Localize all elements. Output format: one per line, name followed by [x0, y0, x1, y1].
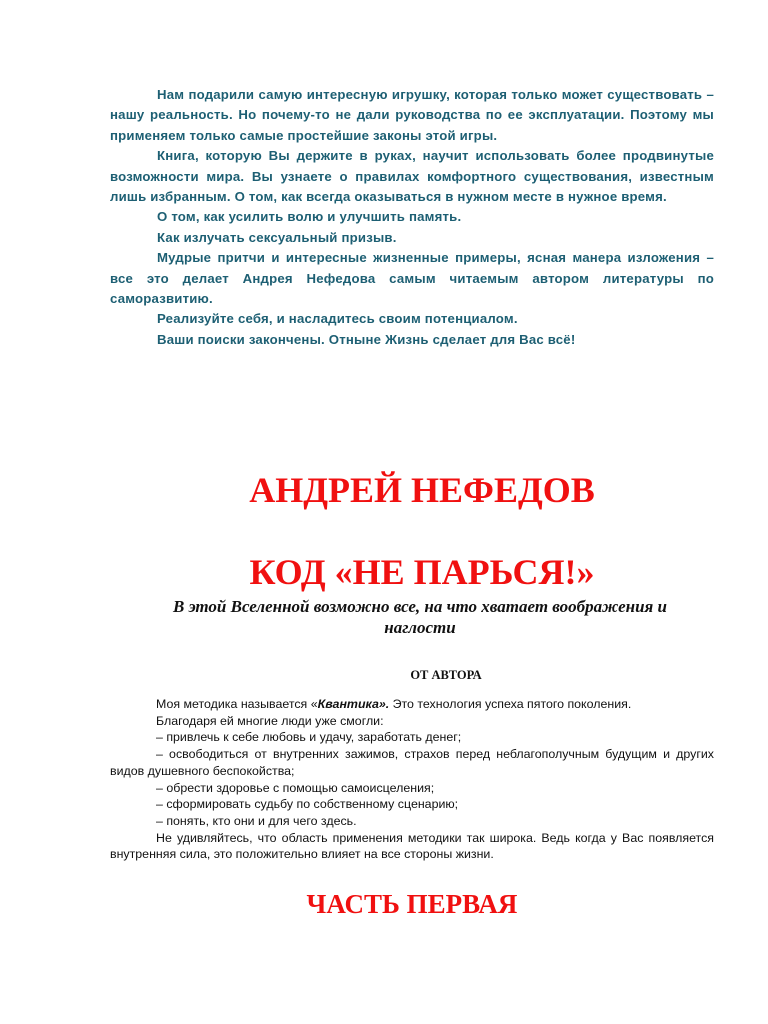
epigraph: В этой Вселенной возможно все, на что хватает воображения и наглости: [172, 597, 668, 637]
list-item: – освободиться от внутренних зажимов, страхов перед неблагополучным будущим и других видов душевного беспокойства;: [110, 747, 714, 778]
list-item: – обрести здоровье с помощью самоисцеления;: [156, 780, 435, 795]
book-title: КОД «НЕ ПАРЬСЯ!»: [249, 552, 595, 592]
blurb-paragraph: Нам подарили самую интересную игрушку, которая только может существовать – нашу реальность. Но почему-то не дали руководства по ее эксплуатации. Поэтому мы применяем только самые простейшие законы этой игры.: [110, 87, 714, 143]
book-blurb: [110, 85, 714, 350]
blurb-paragraph: О том, как усилить волю и улучшить память.: [157, 209, 462, 225]
method-name: Квантика».: [317, 697, 390, 711]
list-item: – привлечь к себе любовь и удачу, заработать денег;: [156, 730, 462, 745]
list-item: – понять, кто они и для чего здесь.: [156, 813, 357, 828]
intro-suffix: Это технология успеха пятого поколения.: [389, 697, 632, 711]
foreword-lead: Благодаря ей многие люди уже смогли:: [156, 713, 384, 728]
intro-prefix: Моя методика называется «: [156, 697, 318, 711]
foreword-closing: Не удивляйтесь, что область применения методики так широка. Ведь когда у Вас появляется внутренняя сила, это положительно влияет на все стороны жизни.: [110, 830, 714, 862]
part-one-heading: ЧАСТЬ ПЕРВАЯ: [306, 889, 518, 919]
author-name: АНДРЕЙ НЕФЕДОВ: [249, 470, 595, 510]
blurb-paragraph: Книга, которую Вы держите в руках, научит использовать более продвинутые возможности мира. Вы узнаете о правилах комфортного существования, известным лишь избранным. О том, как всегда оказываться в нужном месте в нужное время.: [110, 148, 714, 205]
blurb-paragraph: Мудрые притчи и интересные жизненные примеры, ясная манера изложения – все это делает Андрея Нефедова самым читаемым автором литературы по саморазвитию.: [110, 250, 714, 307]
blurb-paragraph: Реализуйте себя, и насладитесь своим потенциалом.: [157, 311, 518, 327]
blurb-paragraph: Как излучать сексуальный призыв.: [157, 229, 397, 245]
author-foreword: [110, 696, 714, 863]
list-item: – сформировать судьбу по собственному сценарию;: [156, 797, 459, 812]
blurb-paragraph: Ваши поиски закончены. Отныне Жизнь сделает для Вас всё!: [157, 331, 576, 347]
foreword-intro: [110, 696, 714, 713]
section-heading-from-author: ОТ АВТОРА: [410, 668, 482, 682]
